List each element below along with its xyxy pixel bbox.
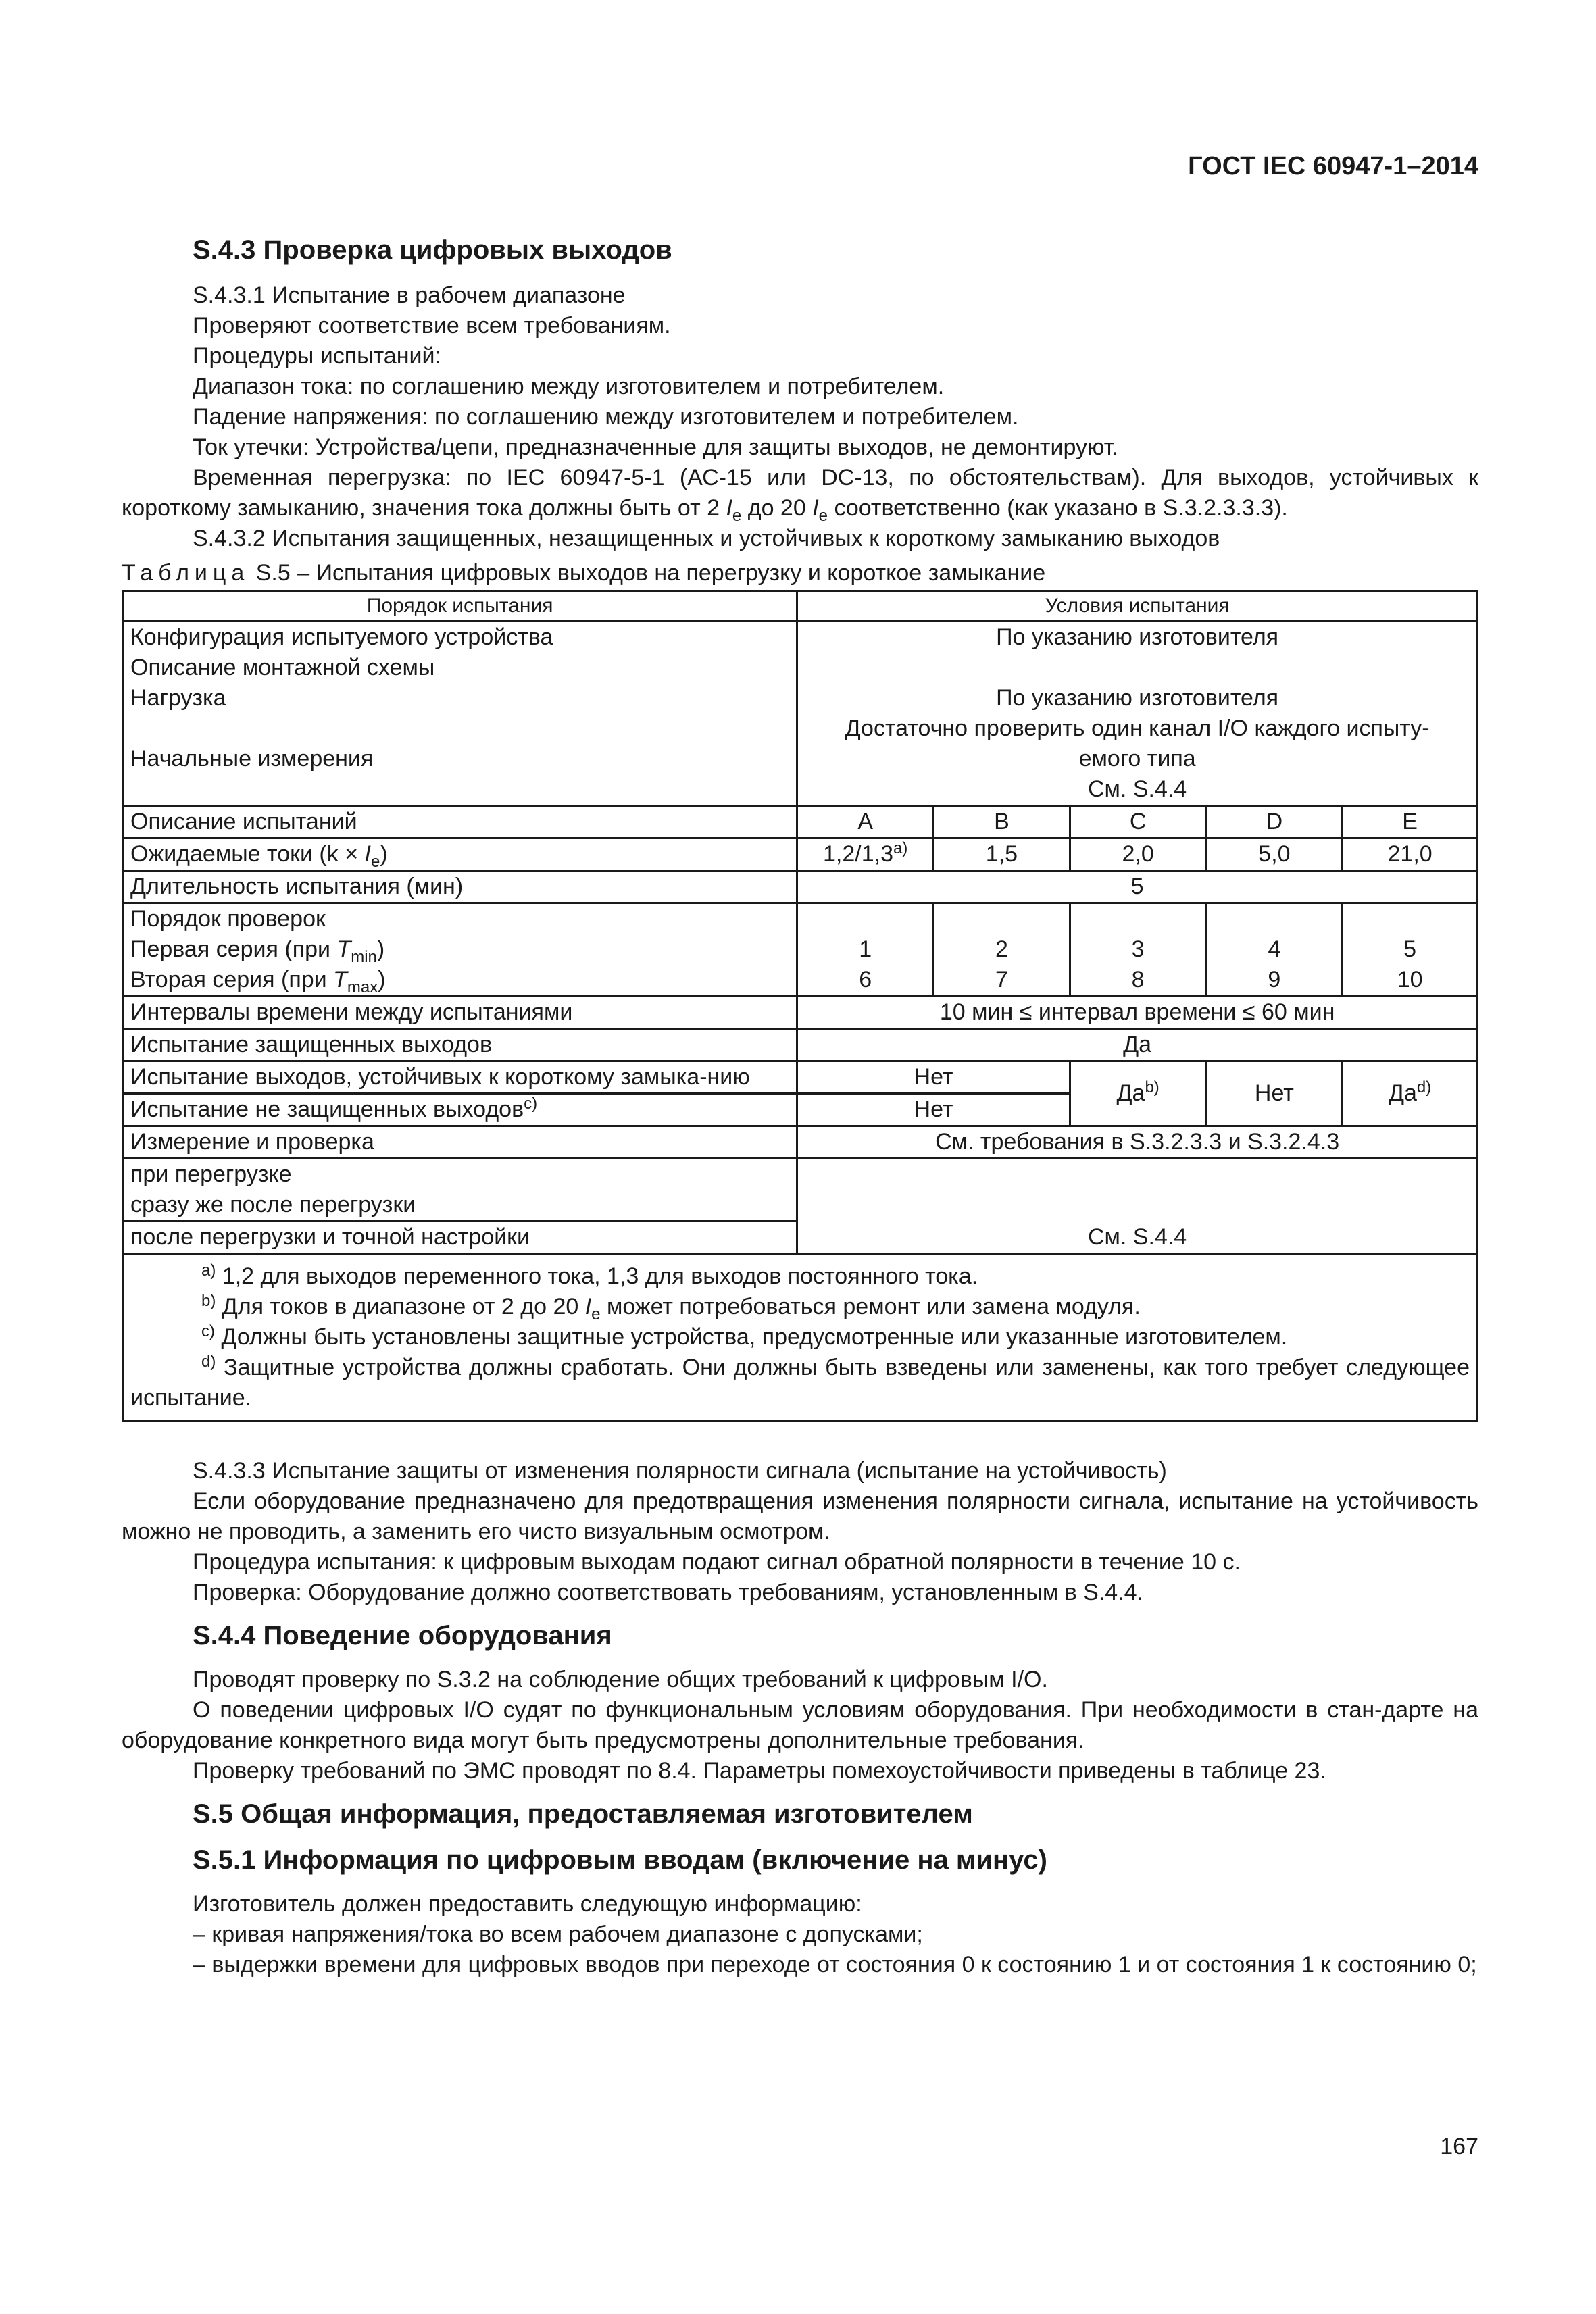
paragraph: Процедура испытания: к цифровым выходам подают сигнал обратной полярности в течение 10 с. (193, 1549, 1241, 1575)
paragraph: S.4.3.1 Испытание в рабочем диапазоне (193, 282, 626, 308)
table-cell: 2,0 (1070, 838, 1206, 871)
paragraph: Проверяют соответствие всем требованиям. (193, 313, 671, 338)
table-cell: 5 10 (1343, 903, 1478, 997)
table-cell: Нет (797, 1061, 1070, 1094)
table-cell: См. S.4.4 (797, 1159, 1478, 1254)
paragraph: Изготовитель должен предоставить следующую информацию: (193, 1891, 862, 1917)
paragraph: S.4.3.3 Испытание защиты от изменения полярности сигнала (испытание на устойчивость) (193, 1458, 1167, 1484)
table-cell: Нет (797, 1094, 1070, 1126)
page-number: 167 (1440, 2134, 1478, 2159)
table-row (123, 871, 1478, 903)
table-cell: 21,0 (1343, 838, 1478, 871)
table-cell: Интервалы времени между испытаниями (123, 997, 797, 1029)
table-cell: при перегрузке сразу же после перегрузки (123, 1159, 797, 1222)
page-content (122, 233, 1478, 1980)
footnote-a: $^{a)}$ 1,2 для выходов переменного тока, 1,3 для выходов постоянного тока. (201, 1261, 978, 1289)
list-item: – выдержки времени для цифровых вводов при переходе от состояния 0 к состоянию 1 и от состояния 1 к состоянию 0; (193, 1952, 1477, 1978)
paragraph: Диапазон тока: по соглашению между изготовителем и потребителем. (193, 374, 945, 399)
paragraph: Проводят проверку по S.3.2 на соблюдение общих требований к цифровым I/O. (193, 1667, 1048, 1692)
table-row (123, 997, 1478, 1029)
table-row (123, 806, 1478, 838)
paragraph: Проверку требований по ЭМС проводят по 8.4. Параметры помехоустойчивости приведены в таблице 23. (193, 1758, 1326, 1784)
table-cell: 3 8 (1070, 903, 1206, 997)
section-s433 (122, 1456, 1478, 1608)
table-footnotes-row (123, 1254, 1478, 1422)
table-cell: См. требования в S.3.2.3.3 и S.3.2.4.3 (797, 1126, 1478, 1159)
table-row (123, 622, 1478, 806)
table-cell: C (1070, 806, 1206, 838)
paragraph: S.4.3.2 Испытания защищенных, незащищенных и устойчивых к короткому замыканию выходов (193, 526, 1220, 551)
table-cell: A (797, 806, 934, 838)
table-cell: 1 6 (797, 903, 934, 997)
table-cell: Конфигурация испытуемого устройства Описание монтажной схемы Нагрузка Начальные измерения (123, 622, 797, 806)
table-cell: Испытание защищенных выходов (123, 1029, 797, 1061)
section-heading-s5: S.5 Общая информация, предоставляемая изготовителем (193, 1799, 973, 1829)
table-row (123, 1061, 1478, 1094)
table-caption: Таблица S.5 – Испытания цифровых выходов на перегрузку и короткое замыкание (122, 560, 1046, 586)
table-cell: Измерение и проверка (123, 1126, 797, 1159)
section-heading-s44: S.4.4 Поведение оборудования (193, 1621, 612, 1651)
table-row (123, 1159, 1478, 1222)
paragraph-overload: Временная перегрузка: по IEC 60947-5-1 (АС-15 или DC-13, по обстоятельствам). Для выходов, устойчивых к короткому замыканию, значения тока должны быть от 2 $I_e$ до 20 $I_e$ соответственно (как указано в S.3.2.3.3.3). (122, 465, 1478, 525)
table-cell: Нет (1206, 1061, 1343, 1126)
table-cell: 2 7 (934, 903, 1070, 997)
paragraph: Ток утечки: Устройства/цепи, предназначенные для защиты выходов, не демонтируют. (193, 434, 1118, 460)
table-cell: Испытание не защищенных выходов$^{c)}$ (123, 1094, 797, 1126)
table-row (123, 838, 1478, 871)
table-cell: Испытание выходов, устойчивых к короткому замыка-нию (123, 1061, 797, 1094)
table-cell: 5,0 (1206, 838, 1343, 871)
table-cell: Описание испытаний (123, 806, 797, 838)
table-cell: 4 9 (1206, 903, 1343, 997)
table-row (123, 1029, 1478, 1061)
document-page (122, 0, 1478, 2314)
paragraph: Процедуры испытаний: (193, 343, 441, 369)
section-heading-s51: S.5.1 Информация по цифровым вводам (включение на минус) (193, 1845, 1047, 1875)
overload-test-table (122, 590, 1478, 1422)
paragraph: Падение напряжения: по соглашению между изготовителем и потребителем. (193, 404, 1019, 430)
table-cell: 5 (797, 871, 1478, 903)
table-cell: 1,5 (934, 838, 1070, 871)
table-cell: D (1206, 806, 1343, 838)
table-cell: Да (797, 1029, 1478, 1061)
document-id-header: ГОСТ IEC 60947-1–2014 (1188, 152, 1478, 180)
footnote-d: $^{d)}$ Защитные устройства должны сработать. Они должны быть взведены или заменены, как того требует следующее испытание. (130, 1353, 1470, 1411)
table-cell: Порядок проверок Первая серия (при $T_{min}$) Вторая серия (при $T_{max}$) (123, 903, 797, 997)
table-row (123, 903, 1478, 997)
table-cell: после перегрузки и точной настройки (123, 1222, 797, 1254)
table-cell: 10 мин ≤ интервал времени ≤ 60 мин (797, 997, 1478, 1029)
paragraph: Если оборудование предназначено для предотвращения изменения полярности сигнала, испытание на устойчивость можно не проводить, а заменить его чисто визуальным осмотром. (122, 1488, 1478, 1544)
table-footnotes (123, 1254, 1478, 1422)
table-row (123, 1126, 1478, 1159)
table-cell: Ожидаемые токи $(k \times I_e)$ (123, 838, 797, 871)
paragraph: О поведении цифровых I/O судят по функциональным условиям оборудования. При необходимости в стан-дарте на оборудование конкретного вида могут быть предусмотрены дополнительные требования. (122, 1697, 1478, 1753)
table-cell: Длительность испытания (мин) (123, 871, 797, 903)
footnote-b: $^{b)}$ Для токов в диапазоне от 2 до 20 $I_e$ может потребоваться ремонт или замена модуля. (201, 1292, 1141, 1324)
column-header: Условия испытания (797, 591, 1478, 622)
table-header-row (123, 591, 1478, 622)
table-cell: $Да^{d)}$ (1343, 1061, 1478, 1126)
paragraph: Проверка: Оборудование должно соответствовать требованиям, установленным в S.4.4. (193, 1580, 1144, 1605)
table-cell: $Да^{b)}$ (1070, 1061, 1206, 1126)
table-cell: E (1343, 806, 1478, 838)
list-item: – кривая напряжения/тока во всем рабочем диапазоне с допусками; (193, 1921, 923, 1947)
table-cell: B (934, 806, 1070, 838)
table-cell: По указанию изготовителя По указанию изготовителя Достаточно проверить один канал I/O каждого испыту- емого типа См. S.4.4 (797, 622, 1478, 806)
footnote-c: $^{c)}$ Должны быть установлены защитные устройства, предусмотренные или указанные изготовителем. (201, 1322, 1288, 1350)
table-cell: 1,2/1,3$^{a)}$ (797, 838, 934, 871)
column-header: Порядок испытания (123, 591, 797, 622)
section-heading-s43: S.4.3 Проверка цифровых выходов (193, 235, 672, 265)
